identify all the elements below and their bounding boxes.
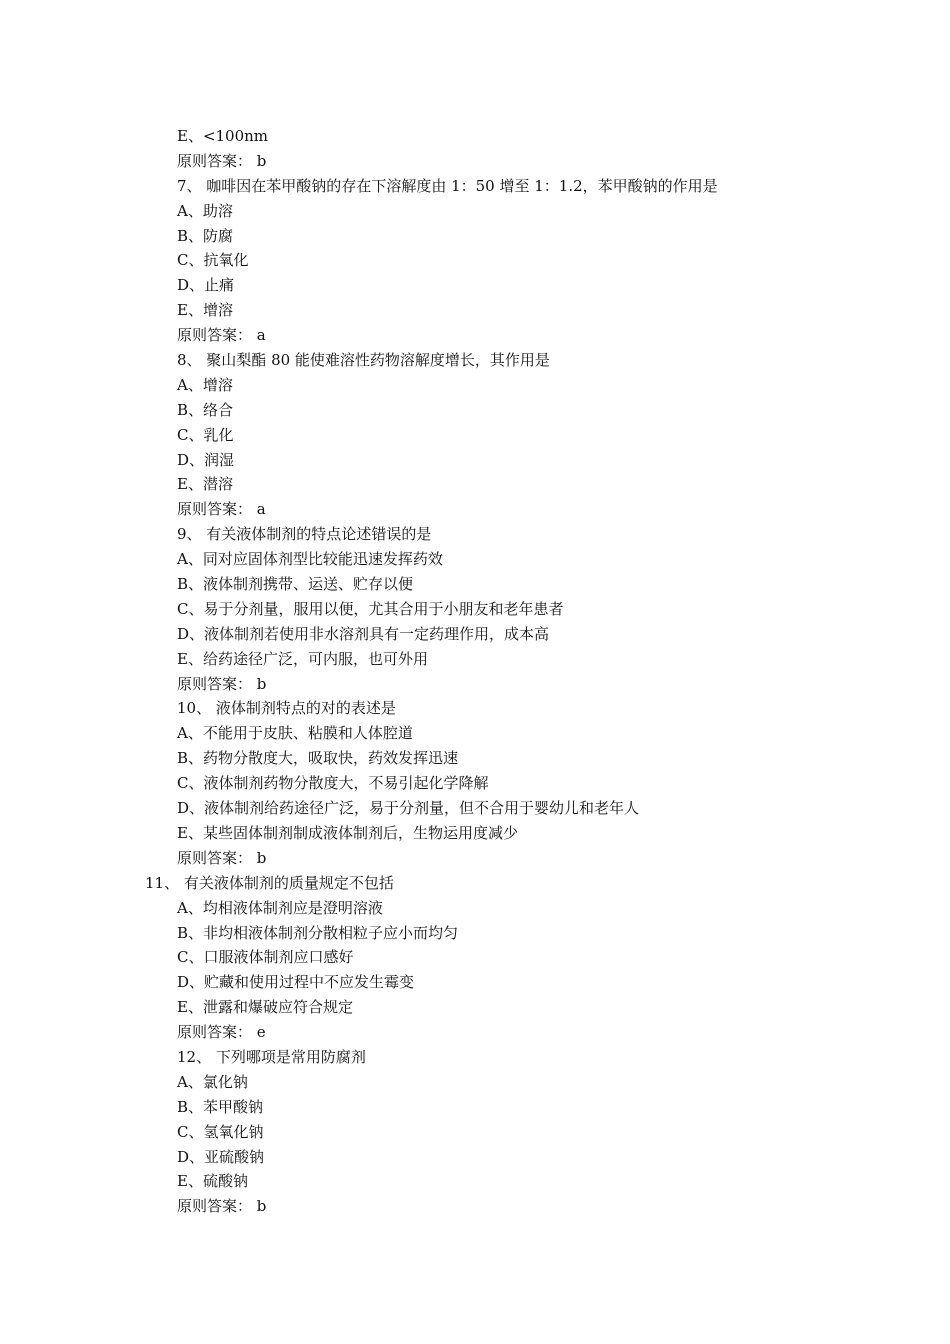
- option-line: E、<100nm: [177, 127, 269, 145]
- answer-line: 原则答案： a: [177, 500, 266, 519]
- option-line: E、某些固体制剂制成液体制剂后，生物运用度减少: [177, 823, 518, 842]
- option-line: A、同对应固体剂型比较能迅速发挥药效: [177, 550, 443, 569]
- answer-line: 原则答案： b: [177, 674, 267, 693]
- question-line: 12、 下列哪项是常用防腐剂: [177, 1047, 366, 1066]
- option-line: C、口服液体制剂应口感好: [177, 948, 354, 967]
- option-line: E、泄露和爆破应符合规定: [177, 998, 353, 1017]
- answer-line: 原则答案： b: [177, 848, 267, 867]
- option-line: B、苯甲酸钠: [177, 1097, 264, 1116]
- option-line: B、液体制剂携带、运送、贮存以便: [177, 575, 414, 594]
- option-line: C、氢氧化钠: [177, 1122, 264, 1141]
- option-line: D、止痛: [177, 276, 235, 295]
- question-line: 9、 有关液体制剂的特点论述错误的是: [177, 525, 432, 544]
- question-line: 10、 液体制剂特点的对的表述是: [177, 699, 396, 718]
- option-line: C、易于分剂量，服用以便，尤其合用于小朋友和老年患者: [177, 599, 564, 618]
- document-body: [0, 124, 950, 1219]
- option-line: A、均相液体制剂应是澄明溶液: [177, 898, 383, 917]
- option-line: D、液体制剂若使用非水溶剂具有一定药理作用，成本高: [177, 624, 550, 643]
- option-line: A、不能用于皮肤、粘膜和人体腔道: [177, 724, 413, 743]
- option-line: D、液体制剂给药途径广泛，易于分剂量，但不合用于婴幼儿和老年人: [177, 799, 640, 818]
- answer-line: 原则答案： b: [177, 1197, 267, 1216]
- option-line: B、络合: [177, 400, 234, 419]
- option-line: E、硫酸钠: [177, 1172, 248, 1191]
- option-line: B、药物分散度大，吸取快，药效发挥迅速: [177, 749, 459, 768]
- option-line: D、亚硫酸钠: [177, 1147, 265, 1166]
- answer-line: 原则答案： b: [177, 151, 267, 170]
- option-line: B、防腐: [177, 226, 234, 245]
- option-line: C、液体制剂药物分散度大，不易引起化学降解: [177, 774, 489, 793]
- option-line: E、给药途径广泛，可内服，也可外用: [177, 649, 428, 668]
- option-line: C、抗氧化: [177, 251, 249, 270]
- answer-line: 原则答案： e: [177, 1023, 266, 1042]
- question-line: 7、 咖啡因在苯甲酸钠的存在下溶解度由 1：50 增至 1：1.2，苯甲酸钠的作用是: [177, 176, 718, 195]
- option-line: B、非均相液体制剂分散相粒子应小而均匀: [177, 923, 459, 942]
- option-line: A、增溶: [177, 375, 233, 394]
- option-line: D、贮藏和使用过程中不应发生霉变: [177, 973, 415, 992]
- option-line: E、增溶: [177, 301, 233, 320]
- question-line: 8、 聚山梨酯 80 能使难溶性药物溶解度增长，其作用是: [177, 351, 550, 370]
- option-line: C、乳化: [177, 425, 234, 444]
- answer-line: 原则答案： a: [177, 326, 266, 345]
- option-line: E、潜溶: [177, 475, 233, 494]
- option-line: A、助溶: [177, 201, 233, 220]
- question-line: 11、 有关液体制剂的质量规定不包括: [145, 873, 394, 892]
- option-line: D、润湿: [177, 450, 235, 469]
- option-line: A、氯化钠: [177, 1072, 248, 1091]
